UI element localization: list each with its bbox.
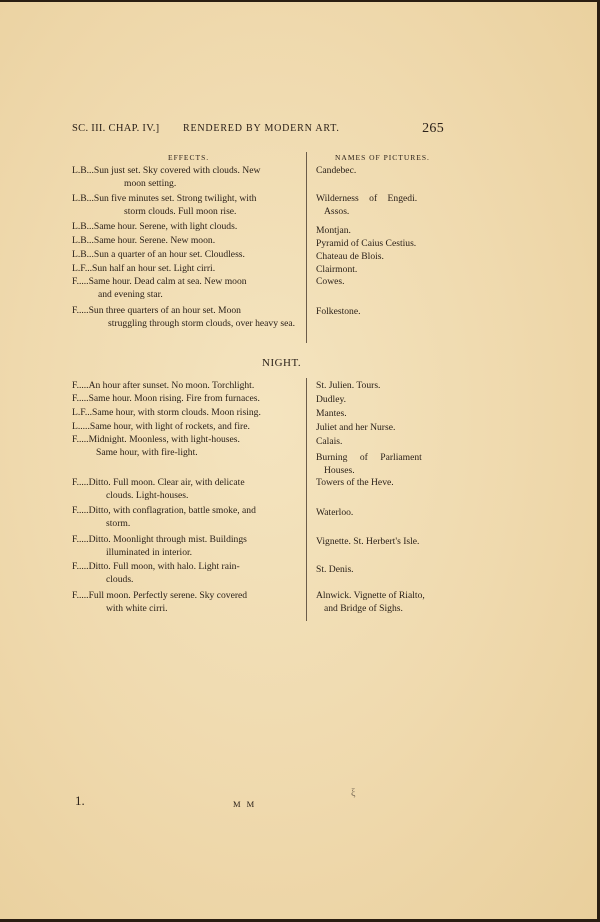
- picture-name: Folkestone.: [316, 306, 361, 317]
- light-code: F.....: [72, 561, 89, 572]
- light-code: L.B...: [72, 235, 94, 246]
- effect-text: Sun just set. Sky covered with clouds. New: [93, 165, 261, 176]
- picture-name: Towers of the Heve.: [316, 477, 394, 488]
- effect-text: Same hour, with light of rockets, and fire.: [89, 421, 250, 432]
- light-code: L.F...: [72, 407, 93, 418]
- picture-name: St. Denis.: [316, 564, 354, 575]
- light-code: L.....: [72, 421, 90, 432]
- page-number: 265: [422, 121, 444, 136]
- picture-name-continuation: and Bridge of Sighs.: [324, 603, 403, 614]
- light-code: F.....: [72, 534, 89, 545]
- picture-name: Vignette. St. Herbert's Isle.: [316, 536, 420, 547]
- light-code: L.B...: [72, 193, 94, 204]
- stray-mark: ξ: [351, 788, 356, 799]
- effect-text: Sun five minutes set. Strong twilight, with: [93, 193, 257, 204]
- picture-name-continuation: Houses.: [324, 465, 355, 476]
- light-code: F.....: [72, 276, 89, 287]
- effect-text: Ditto. Moonlight through mist. Buildings: [88, 534, 247, 545]
- picture-name: Pyramid of Caius Cestius.: [316, 238, 417, 249]
- picture-name: Clairmont.: [316, 264, 358, 275]
- running-header: [72, 123, 444, 139]
- effect-text: Sun three quarters of an hour set. Moon: [88, 305, 241, 316]
- section-heading-night: NIGHT.: [262, 357, 302, 369]
- picture-name: Juliet and her Nurse.: [316, 422, 396, 433]
- light-code: F.....: [72, 393, 89, 404]
- picture-name: Alnwick. Vignette of Rialto,: [316, 590, 425, 601]
- picture-name: Burning of Parliament: [316, 452, 422, 463]
- light-code: F.....: [72, 305, 89, 316]
- effect-continuation: storm clouds. Full moon rise.: [124, 206, 237, 217]
- picture-name: Calais.: [316, 436, 343, 447]
- light-code: F.....: [72, 477, 89, 488]
- effect-text: Full moon. Perfectly serene. Sky covered: [88, 590, 248, 601]
- light-code: L.B...: [72, 165, 94, 176]
- effect-text: Same hour, with storm clouds. Moon rising.: [92, 407, 261, 418]
- gathering-mark: M M: [233, 799, 257, 809]
- effect-continuation: moon setting.: [124, 178, 177, 189]
- light-code: L.F...: [72, 263, 93, 274]
- column-header-names: NAMES OF PICTURES.: [335, 153, 430, 162]
- effect-continuation: with white cirri.: [106, 603, 168, 614]
- picture-name-continuation: Assos.: [324, 206, 350, 217]
- column-divider-night: [306, 378, 307, 621]
- picture-name: Dudley.: [316, 394, 347, 405]
- picture-name: Wilderness of Engedi.: [316, 193, 418, 204]
- light-code: F.....: [72, 590, 89, 601]
- effect-text: Ditto. Full moon. Clear air, with delicate: [88, 477, 245, 488]
- light-code: L.B...: [72, 249, 94, 260]
- column-divider-evening: [306, 152, 307, 343]
- light-code: F.....: [72, 505, 89, 516]
- book-page: [0, 2, 597, 919]
- light-code: L.B...: [72, 221, 94, 232]
- effect-continuation: clouds. Light-houses.: [106, 490, 189, 501]
- picture-name: St. Julien. Tours.: [316, 380, 381, 391]
- effect-text: Midnight. Moonless, with light-houses.: [88, 434, 240, 445]
- effect-text: Same hour. Serene. New moon.: [93, 235, 216, 246]
- effect-text: An hour after sunset. No moon. Torchlight.: [88, 380, 255, 391]
- effect-text: Sun half an hour set. Light cirri.: [92, 263, 216, 274]
- picture-name: Waterloo.: [316, 507, 354, 518]
- effect-continuation: and evening star.: [98, 289, 163, 300]
- effect-text: Sun a quarter of an hour set. Cloudless.: [93, 249, 245, 260]
- effect-text: Ditto. Full moon, with halo. Light rain-: [88, 561, 240, 572]
- effect-text: Same hour. Serene, with light clouds.: [93, 221, 238, 232]
- effect-text: Same hour. Moon rising. Fire from furnaces.: [88, 393, 260, 404]
- effect-text: Ditto, with conflagration, battle smoke, and: [88, 505, 256, 516]
- picture-name: Candebec.: [316, 165, 357, 176]
- picture-name: Mantes.: [316, 408, 347, 419]
- picture-name: Cowes.: [316, 276, 345, 287]
- picture-name: Chateau de Blois.: [316, 251, 384, 262]
- effect-continuation: illuminated in interior.: [106, 547, 193, 558]
- effect-text: Same hour. Dead calm at sea. New moon: [88, 276, 247, 287]
- light-code: F.....: [72, 434, 89, 445]
- effect-continuation: clouds.: [106, 574, 134, 585]
- effect-continuation: struggling through storm clouds, over heavy sea.: [108, 318, 296, 329]
- signature-mark: 1.: [75, 793, 85, 808]
- light-code: F.....: [72, 380, 89, 391]
- picture-name: Montjan.: [316, 225, 351, 236]
- column-header-effects: EFFECTS.: [168, 153, 210, 162]
- effect-text: Same hour, with fire-light.: [96, 447, 198, 458]
- running-title: RENDERED BY MODERN ART.: [183, 123, 340, 134]
- effect-continuation: storm.: [106, 518, 131, 529]
- section-reference: SC. III. CHAP. IV.]: [72, 123, 160, 134]
